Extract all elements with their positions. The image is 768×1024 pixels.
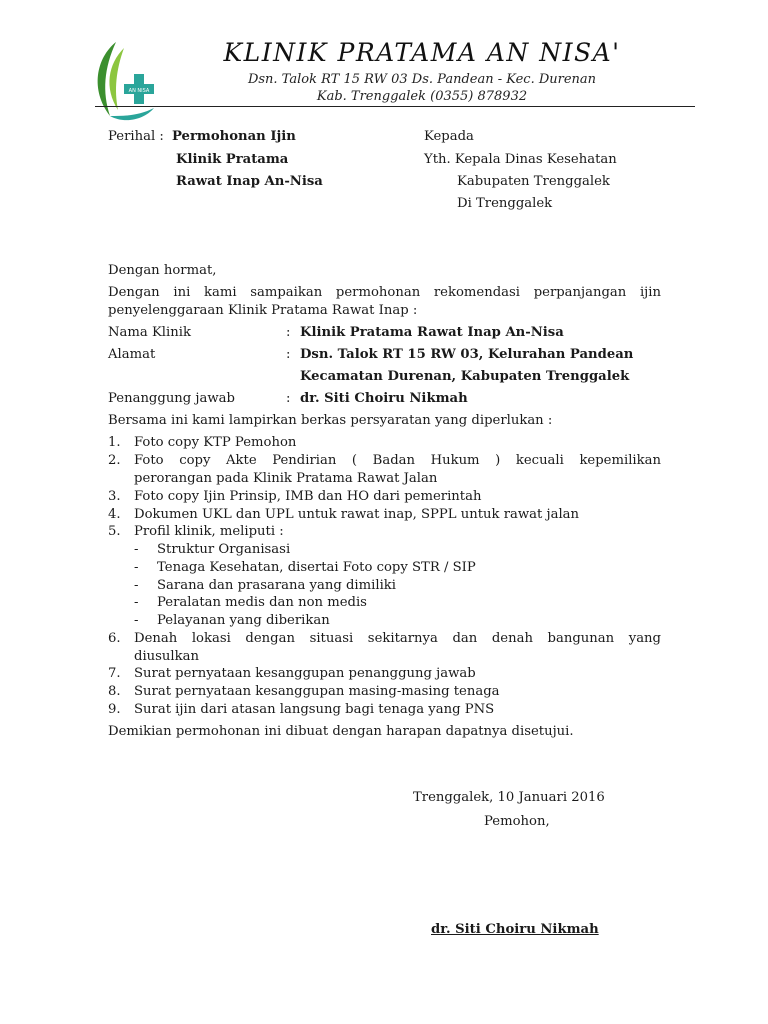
subitem: Sarana dan prasarana yang dimiliki (157, 578, 397, 593)
subitem-dash: - (134, 560, 139, 575)
alamat-value-2: Kecamatan Durenan, Kabupaten Trenggalek (300, 369, 630, 384)
list-item: Denah lokasi dengan situasi sekitarnya dan denah bangunan yang (134, 631, 661, 646)
subitem-dash: - (134, 542, 139, 557)
perihal-line-1: Permohonan Ijin (172, 129, 296, 144)
alamat-label: Alamat (108, 347, 156, 362)
nama-value: Klinik Pratama Rawat Inap An-Nisa (300, 325, 564, 340)
nama-colon: : (286, 325, 291, 340)
list-item-number: 1. (108, 435, 121, 450)
list-item-number: 8. (108, 684, 121, 699)
signature-role: Pemohon, (484, 814, 550, 829)
list-item: Surat pernyataan kesanggupan penanggung jawab (134, 666, 476, 681)
logo-text: AN NISA (128, 88, 150, 94)
perihal-label: Perihal : (108, 129, 164, 144)
pj-colon: : (286, 391, 291, 406)
closing-sentence: Demikian permohonan ini dibuat dengan harapan dapatnya disetujui. (108, 724, 574, 739)
list-item: Surat ijin dari atasan langsung bagi tenaga yang PNS (134, 702, 495, 717)
address-line-2: Kab. Trenggalek (0355) 878932 (316, 89, 528, 104)
address-line-1: Dsn. Talok RT 15 RW 03 Ds. Pandean - Kec. Durenan (247, 72, 597, 87)
subitem: Struktur Organisasi (157, 542, 291, 557)
list-item-number: 6. (108, 631, 121, 646)
pj-value: dr. Siti Choiru Nikmah (300, 391, 468, 406)
alamat-value-1: Dsn. Talok RT 15 RW 03, Kelurahan Pandean (300, 347, 634, 362)
list-item-number: 7. (108, 666, 121, 681)
list-item: Dokumen UKL dan UPL untuk rawat inap, SPPL untuk rawat jalan (134, 507, 580, 522)
subitem: Tenaga Kesehatan, disertai Foto copy STR / SIP (157, 560, 476, 575)
intro-line-2: penyelenggaraan Klinik Pratama Rawat Inap : (108, 303, 418, 318)
kepada-line-2: Yth. Kepala Dinas Kesehatan (424, 152, 617, 167)
subitem: Peralatan medis dan non medis (157, 595, 367, 610)
kepada-line-3: Kabupaten Trenggalek (457, 174, 610, 189)
pj-label: Penanggung jawab (108, 391, 235, 406)
kepada-line-4: Di Trenggalek (457, 196, 553, 211)
nama-label: Nama Klinik (108, 325, 191, 340)
list-item: Surat pernyataan kesanggupan masing-masing tenaga (134, 684, 500, 699)
intro-line-1: Dengan ini kami sampaikan permohonan rekomendasi perpanjangan ijin (108, 285, 661, 300)
list-item-number: 5. (108, 524, 121, 539)
subitem-dash: - (134, 613, 139, 628)
signature-name: dr. Siti Choiru Nikmah (431, 922, 599, 937)
list-item-number: 9. (108, 702, 121, 717)
list-item-number: 3. (108, 489, 121, 504)
list-item-number: 4. (108, 507, 121, 522)
list-item-continued: perorangan pada Klinik Pratama Rawat Jalan (134, 471, 438, 486)
subitem: Pelayanan yang diberikan (157, 613, 330, 628)
greeting: Dengan hormat, (108, 263, 217, 278)
header-divider (95, 106, 695, 107)
subitem-dash: - (134, 595, 139, 610)
alamat-colon: : (286, 347, 291, 362)
attach-intro: Bersama ini kami lampirkan berkas persyaratan yang diperlukan : (108, 413, 553, 428)
list-item: Foto copy KTP Pemohon (134, 435, 297, 450)
list-item-number: 2. (108, 453, 121, 468)
subitem-dash: - (134, 578, 139, 593)
list-item: Foto copy Ijin Prinsip, IMB dan HO dari pemerintah (134, 489, 482, 504)
perihal-line-2: Klinik Pratama (176, 152, 289, 167)
list-item: Foto copy Akte Pendirian ( Badan Hukum ) kecuali kepemilikan (134, 453, 661, 468)
perihal-line-3: Rawat Inap An-Nisa (176, 174, 323, 189)
kepada-line-1: Kepada (424, 129, 474, 144)
list-item-continued: diusulkan (134, 649, 199, 664)
clinic-name: KLINIK PRATAMA AN NISA' (223, 38, 621, 67)
clinic-logo (88, 38, 168, 124)
place-date: Trenggalek, 10 Januari 2016 (413, 790, 605, 805)
list-item: Profil klinik, meliputi : (134, 524, 284, 539)
